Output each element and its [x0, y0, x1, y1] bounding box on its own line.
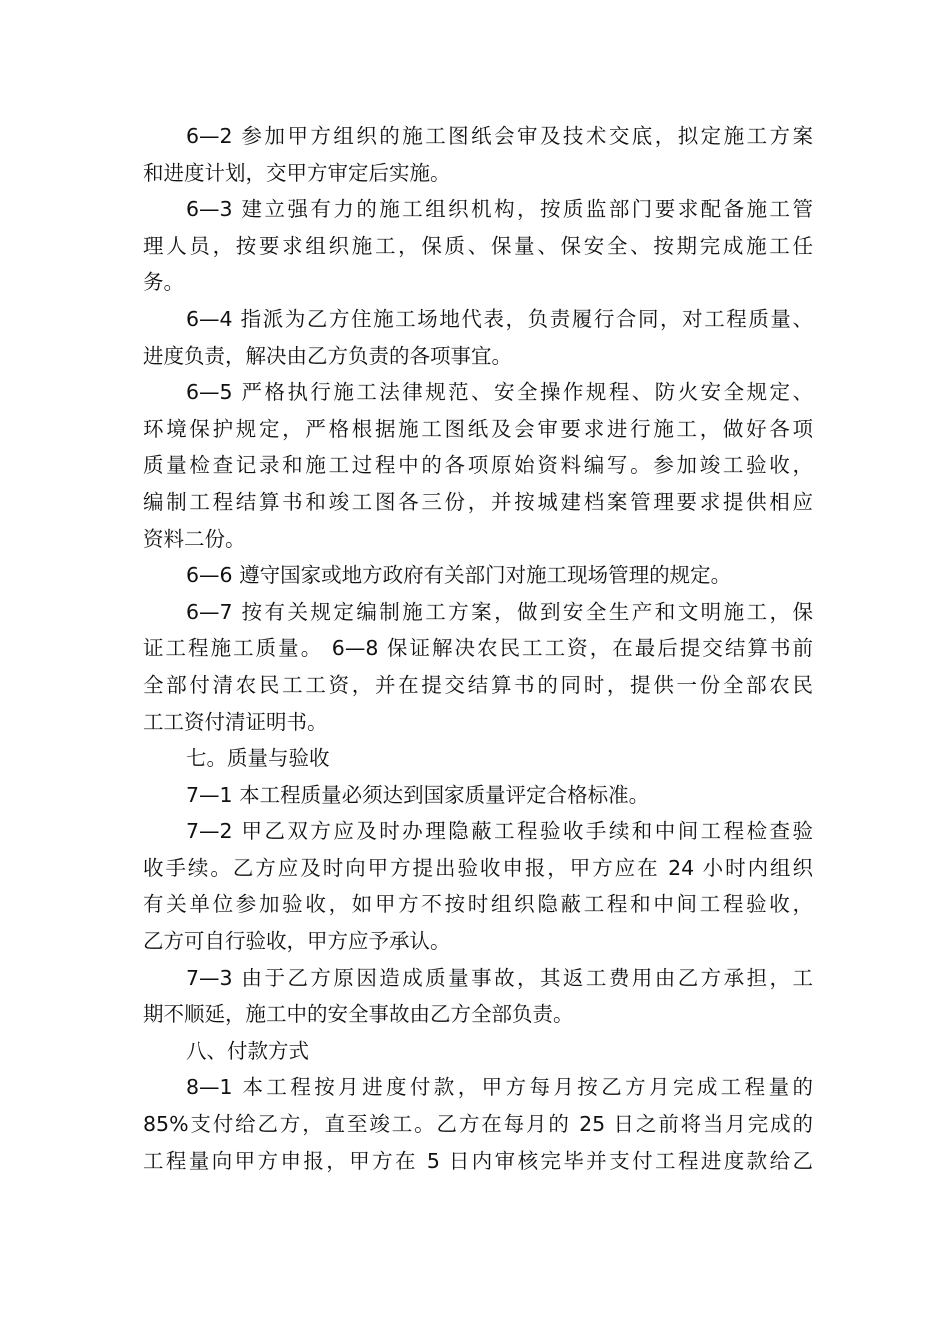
text-line: 6—2 参加甲方组织的施工图纸会审及技术交底，拟定施工方案: [186, 124, 813, 148]
text-line: 6—3 建立强有力的施工组织机构，按质监部门要求配备施工管: [186, 197, 813, 222]
text-line: 编制工程结算书和竣工图各三份，并按城建档案管理要求提供相应: [143, 489, 813, 514]
text-line: 和进度计划，交甲方审定后实施。: [143, 160, 451, 185]
text-line: 证工程施工质量。 6—8 保证解决农民工工资，在最后提交结算书前: [143, 636, 813, 661]
text-line: 有关单位参加验收，如甲方不按时组织隐蔽工程和中间工程验收，: [143, 892, 813, 917]
text-line: 乙方可自行验收，甲方应予承认。: [143, 929, 451, 954]
text-line: 6—6 遵守国家或地方政府有关部门对施工现场管理的规定。: [186, 563, 732, 588]
contract-body-text: [143, 118, 813, 1179]
text-line: 工工资付清证明书。: [143, 709, 328, 734]
text-line: 八、付款方式: [186, 1038, 309, 1063]
text-line: 85%支付给乙方，直至竣工。乙方在每月的 25 日之前将当月完成的: [143, 1112, 813, 1137]
text-line: 质量检查记录和施工过程中的各项原始资料编写。参加竣工验收，: [143, 453, 813, 478]
text-line: 7—2 甲乙双方应及时办理隐蔽工程验收手续和中间工程检查验: [186, 819, 813, 844]
text-line: 7—1 本工程质量必须达到国家质量评定合格标准。: [186, 782, 650, 807]
text-line: 工程量向甲方申报，甲方在 5 日内审核完毕并支付工程进度款给乙: [143, 1148, 813, 1173]
text-line: 环境保护规定，严格根据施工图纸及会审要求进行施工，做好各项: [143, 416, 813, 441]
text-line: 6—4 指派为乙方住施工场地代表，负责履行合同，对工程质量、: [186, 306, 813, 331]
text-line: 七。质量与验收: [186, 746, 330, 771]
text-line: 8—1 本工程按月进度付款，甲方每月按乙方月完成工程量的: [186, 1075, 813, 1100]
text-line: 6—5 严格执行施工法律规范、安全操作规程、防火安全规定、: [186, 380, 813, 405]
text-line: 务。: [143, 270, 184, 295]
text-line: 全部付清农民工工资，并在提交结算书的同时，提供一份全部农民: [143, 672, 813, 697]
text-line: 收手续。乙方应及时向甲方提出验收申报，甲方应在 24 小时内组织: [143, 855, 813, 880]
text-line: 期不顺延，施工中的安全事故由乙方全部负责。: [143, 1002, 574, 1027]
text-line: 进度负责，解决由乙方负责的各项事宜。: [143, 343, 512, 368]
text-line: 资料二份。: [143, 526, 246, 551]
text-line: 理人员，按要求组织施工，保质、保量、保安全、按期完成施工任: [143, 233, 813, 258]
text-line: 7—3 由于乙方原因造成质量事故，其返工费用由乙方承担，工: [186, 965, 813, 990]
text-line: 6—7 按有关规定编制施工方案，做到安全生产和文明施工，保: [186, 599, 813, 624]
